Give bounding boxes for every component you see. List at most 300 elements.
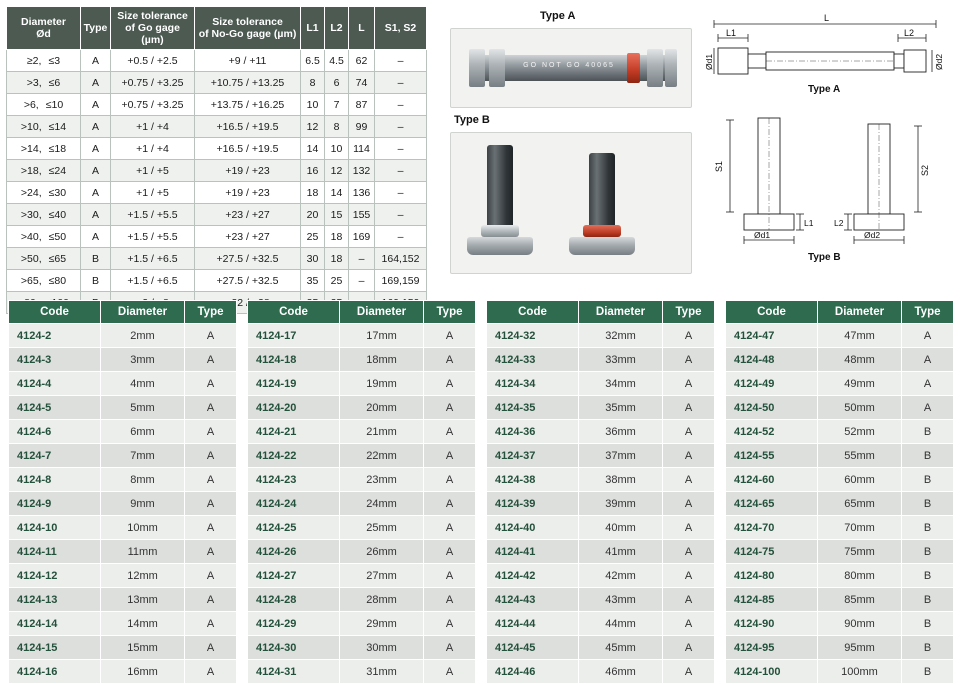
diameter-cell: 80mm [818, 564, 902, 588]
type-cell: B [902, 636, 954, 660]
spec-cell-l2: 15 [325, 204, 349, 226]
diameter-cell: 65mm [818, 492, 902, 516]
code-cell: 4124-47 [726, 324, 818, 348]
spec-cell-l: 74 [349, 72, 375, 94]
table-row [9, 660, 237, 684]
code-cell: 4124-34 [487, 372, 579, 396]
table-row [487, 444, 715, 468]
diameter-lower: >50, [20, 252, 42, 265]
table-row [248, 636, 476, 660]
code-col-diameter: Diameter [579, 301, 663, 324]
spec-cell-nogo: +16.5 / +19.5 [195, 138, 301, 160]
table-row [9, 468, 237, 492]
spec-cell-l1: 18 [301, 182, 325, 204]
table-row [726, 660, 954, 684]
spec-cell-l1: 6.5 [301, 50, 325, 72]
diameter-cell: 10mm [101, 516, 185, 540]
code-cell: 4124-20 [248, 396, 340, 420]
type-cell: A [185, 516, 237, 540]
diameter-upper: ≤40 [48, 208, 67, 221]
table-row [487, 564, 715, 588]
code-col-code: Code [726, 301, 818, 324]
code-cell: 4124-14 [9, 612, 101, 636]
code-cell: 4124-100 [726, 660, 818, 684]
table-row [7, 72, 427, 94]
type-cell: A [185, 444, 237, 468]
diameter-cell: 25mm [340, 516, 424, 540]
spec-cell-nogo: +9 / +11 [195, 50, 301, 72]
gauge-a-left-collar [489, 49, 505, 87]
table-row [487, 468, 715, 492]
gauge-b-right-red-collar [583, 225, 621, 237]
table-row [726, 420, 954, 444]
code-cell: 4124-36 [487, 420, 579, 444]
diameter-cell: 24mm [340, 492, 424, 516]
type-cell: A [424, 372, 476, 396]
spec-col-l: L [349, 7, 375, 50]
spec-cell-diameter [7, 270, 81, 292]
spec-cell-diameter [7, 116, 81, 138]
spec-cell-type: A [81, 204, 111, 226]
code-table-2 [247, 300, 476, 684]
type-cell: B [902, 660, 954, 684]
type-cell: A [663, 612, 715, 636]
diameter-upper: ≤14 [48, 120, 67, 133]
spec-cell-l2: 6 [325, 72, 349, 94]
spec-col-type: Type [81, 7, 111, 50]
diameter-cell: 21mm [340, 420, 424, 444]
svg-text:Ød1: Ød1 [754, 230, 771, 240]
spec-cell-l: 62 [349, 50, 375, 72]
diameter-cell: 47mm [818, 324, 902, 348]
table-row [248, 612, 476, 636]
gauge-b-right-base [569, 237, 635, 255]
type-cell: A [424, 516, 476, 540]
type-cell: A [424, 588, 476, 612]
type-cell: B [902, 564, 954, 588]
spec-cell-type: A [81, 50, 111, 72]
table-row [9, 612, 237, 636]
diameter-cell: 36mm [579, 420, 663, 444]
spec-col-nogo-tolerance [195, 7, 301, 50]
spec-cell-diameter [7, 50, 81, 72]
svg-text:Type A: Type A [808, 84, 841, 95]
type-cell: A [902, 324, 954, 348]
diameter-cell: 39mm [579, 492, 663, 516]
table-row [726, 324, 954, 348]
spec-cell-l2: 12 [325, 160, 349, 182]
diameter-upper: ≤3 [48, 54, 61, 67]
diameter-upper: ≤10 [45, 98, 64, 111]
code-col-code: Code [487, 301, 579, 324]
table-row [726, 468, 954, 492]
code-cell: 4124-42 [487, 564, 579, 588]
table-row [9, 444, 237, 468]
code-col-diameter: Diameter [101, 301, 185, 324]
diameter-cell: 38mm [579, 468, 663, 492]
diameter-cell: 42mm [579, 564, 663, 588]
code-cell: 4124-31 [248, 660, 340, 684]
spec-cell-l: – [349, 248, 375, 270]
diameter-cell: 22mm [340, 444, 424, 468]
code-cell: 4124-6 [9, 420, 101, 444]
code-cell: 4124-21 [248, 420, 340, 444]
spec-cell-type: A [81, 72, 111, 94]
spec-col-diameter-line1: Diameter [21, 16, 66, 29]
spec-cell-l1: 20 [301, 204, 325, 226]
spec-cell-l2: 7 [325, 94, 349, 116]
spec-cell-go: +0.5 / +2.5 [111, 50, 195, 72]
table-row [726, 516, 954, 540]
code-cell: 4124-29 [248, 612, 340, 636]
diameter-cell: 29mm [340, 612, 424, 636]
spec-cell-l2: 10 [325, 138, 349, 160]
diameter-cell: 34mm [579, 372, 663, 396]
spec-cell-l: – [349, 270, 375, 292]
spec-cell-s1s2: – [375, 72, 427, 94]
code-cell: 4124-26 [248, 540, 340, 564]
code-cell: 4124-38 [487, 468, 579, 492]
type-cell: A [185, 612, 237, 636]
code-header-row [9, 301, 237, 324]
diameter-upper: ≤80 [48, 274, 67, 287]
table-row [9, 516, 237, 540]
spec-cell-nogo: +16.5 / +19.5 [195, 116, 301, 138]
spec-cell-go: +1 / +4 [111, 138, 195, 160]
type-cell: B [902, 516, 954, 540]
table-row [726, 444, 954, 468]
type-cell: A [663, 444, 715, 468]
code-table-3 [486, 300, 715, 684]
diameter-cell: 23mm [340, 468, 424, 492]
diameter-upper: ≤24 [48, 164, 67, 177]
spec-cell-l2: 4.5 [325, 50, 349, 72]
table-row [7, 270, 427, 292]
type-cell: A [185, 324, 237, 348]
diameter-cell: 95mm [818, 636, 902, 660]
svg-text:L1: L1 [726, 28, 737, 38]
diameter-cell: 27mm [340, 564, 424, 588]
spec-cell-l: 169 [349, 226, 375, 248]
type-cell: A [902, 348, 954, 372]
type-cell: A [424, 492, 476, 516]
spec-col-s1s2: S1, S2 [375, 7, 427, 50]
diameter-lower: ≥2, [26, 54, 42, 67]
type-cell: A [424, 540, 476, 564]
spec-header-row [7, 7, 427, 50]
spec-cell-l: 155 [349, 204, 375, 226]
spec-cell-go: +0.75 / +3.25 [111, 94, 195, 116]
spec-cell-l1: 14 [301, 138, 325, 160]
code-cell: 4124-30 [248, 636, 340, 660]
spec-col-go-tolerance [111, 7, 195, 50]
diameter-lower: >65, [20, 274, 42, 287]
diameter-cell: 70mm [818, 516, 902, 540]
spec-cell-type: A [81, 160, 111, 182]
code-table-4 [725, 300, 954, 684]
diameter-cell: 4mm [101, 372, 185, 396]
table-row [248, 468, 476, 492]
diameter-cell: 85mm [818, 588, 902, 612]
spec-cell-l: 136 [349, 182, 375, 204]
spec-cell-s1s2: – [375, 94, 427, 116]
type-cell: A [185, 636, 237, 660]
diameter-cell: 43mm [579, 588, 663, 612]
table-row [726, 564, 954, 588]
spec-cell-l1: 35 [301, 270, 325, 292]
spec-cell-s1s2: – [375, 160, 427, 182]
code-cell: 4124-50 [726, 396, 818, 420]
svg-text:S1: S1 [714, 160, 724, 172]
diameter-cell: 52mm [818, 420, 902, 444]
table-row [248, 444, 476, 468]
type-cell: B [902, 420, 954, 444]
code-col-code: Code [248, 301, 340, 324]
type-cell: A [424, 396, 476, 420]
svg-text:L2: L2 [904, 28, 915, 38]
diameter-lower: >30, [20, 208, 42, 221]
diameter-upper: ≤18 [48, 142, 67, 155]
table-row [9, 564, 237, 588]
type-cell: A [185, 492, 237, 516]
diameter-cell: 6mm [101, 420, 185, 444]
table-row [487, 492, 715, 516]
type-cell: A [663, 516, 715, 540]
code-col-diameter: Diameter [818, 301, 902, 324]
spec-cell-l2: 18 [325, 248, 349, 270]
spec-col-nogo-line2: of No-Go gage (µm) [198, 28, 297, 41]
code-cell: 4124-11 [9, 540, 101, 564]
diameter-cell: 46mm [579, 660, 663, 684]
table-row [726, 492, 954, 516]
diameter-cell: 15mm [101, 636, 185, 660]
code-col-type: Type [663, 301, 715, 324]
code-cell: 4124-44 [487, 612, 579, 636]
code-cell: 4124-70 [726, 516, 818, 540]
spec-cell-l2: 14 [325, 182, 349, 204]
diameter-lower: >10, [20, 120, 42, 133]
type-cell: A [424, 324, 476, 348]
type-cell: A [663, 420, 715, 444]
diameter-upper: ≤30 [48, 186, 67, 199]
spec-cell-nogo: +23 / +27 [195, 204, 301, 226]
code-header-row [726, 301, 954, 324]
type-cell: A [185, 564, 237, 588]
table-row [9, 396, 237, 420]
table-row [7, 226, 427, 248]
spec-cell-nogo: +13.75 / +16.25 [195, 94, 301, 116]
diameter-lower: >6, [23, 98, 39, 111]
table-row [248, 564, 476, 588]
table-row [7, 50, 427, 72]
type-cell: A [663, 492, 715, 516]
code-cell: 4124-80 [726, 564, 818, 588]
code-cell: 4124-35 [487, 396, 579, 420]
type-cell: A [185, 396, 237, 420]
diameter-cell: 17mm [340, 324, 424, 348]
table-row [9, 372, 237, 396]
diameter-cell: 90mm [818, 612, 902, 636]
code-col-type: Type [185, 301, 237, 324]
type-cell: A [663, 564, 715, 588]
code-col-type: Type [902, 301, 954, 324]
table-row [7, 116, 427, 138]
type-cell: A [424, 564, 476, 588]
code-cell: 4124-40 [487, 516, 579, 540]
spec-cell-s1s2: – [375, 204, 427, 226]
diameter-cell: 8mm [101, 468, 185, 492]
diameter-lower: >14, [20, 142, 42, 155]
table-row [248, 348, 476, 372]
table-row [487, 420, 715, 444]
code-cell: 4124-49 [726, 372, 818, 396]
type-cell: A [424, 612, 476, 636]
table-row [487, 372, 715, 396]
table-row [7, 94, 427, 116]
table-row [7, 138, 427, 160]
diameter-cell: 40mm [579, 516, 663, 540]
spec-cell-nogo: +27.5 / +32.5 [195, 248, 301, 270]
diameter-cell: 16mm [101, 660, 185, 684]
spec-col-l2: L2 [325, 7, 349, 50]
diameter-upper: ≤50 [48, 230, 67, 243]
diameter-lower: >3, [26, 76, 42, 89]
table-row [248, 516, 476, 540]
gauge-a-right-sleeve [647, 49, 663, 87]
code-cell: 4124-9 [9, 492, 101, 516]
code-cell: 4124-95 [726, 636, 818, 660]
code-cell: 4124-4 [9, 372, 101, 396]
table-row [487, 348, 715, 372]
table-row [487, 540, 715, 564]
code-cell: 4124-13 [9, 588, 101, 612]
gauge-b-right-handle [589, 153, 615, 227]
code-cell: 4124-28 [248, 588, 340, 612]
type-cell: B [902, 612, 954, 636]
type-cell: A [663, 588, 715, 612]
spec-cell-go: +1 / +4 [111, 116, 195, 138]
code-cell: 4124-65 [726, 492, 818, 516]
code-cell: 4124-46 [487, 660, 579, 684]
code-cell: 4124-10 [9, 516, 101, 540]
spec-cell-type: B [81, 270, 111, 292]
spec-cell-s1s2: – [375, 138, 427, 160]
svg-text:S2: S2 [920, 164, 930, 176]
spec-cell-s1s2: – [375, 226, 427, 248]
code-cell: 4124-5 [9, 396, 101, 420]
spec-cell-l: 114 [349, 138, 375, 160]
diameter-cell: 26mm [340, 540, 424, 564]
spec-cell-l: 87 [349, 94, 375, 116]
type-cell: A [185, 540, 237, 564]
spec-col-nogo-line1: Size tolerance [212, 16, 283, 29]
spec-cell-s1s2: 164,152 [375, 248, 427, 270]
spec-cell-go: +1.5 / +5.5 [111, 204, 195, 226]
spec-cell-go: +1 / +5 [111, 182, 195, 204]
type-cell: A [663, 540, 715, 564]
code-cell: 4124-24 [248, 492, 340, 516]
code-cell: 4124-7 [9, 444, 101, 468]
code-cell: 4124-15 [9, 636, 101, 660]
spec-cell-l1: 30 [301, 248, 325, 270]
table-row [487, 588, 715, 612]
diameter-cell: 30mm [340, 636, 424, 660]
table-row [248, 588, 476, 612]
code-cell: 4124-43 [487, 588, 579, 612]
spec-cell-l: 99 [349, 116, 375, 138]
diameter-cell: 7mm [101, 444, 185, 468]
type-cell: B [902, 492, 954, 516]
spec-cell-l1: 25 [301, 226, 325, 248]
type-cell: B [902, 468, 954, 492]
type-cell: A [185, 420, 237, 444]
diameter-cell: 37mm [579, 444, 663, 468]
table-row [248, 324, 476, 348]
photo-b-label: Type B [454, 114, 490, 126]
table-row [9, 348, 237, 372]
type-cell: A [185, 588, 237, 612]
diameter-lower: >18, [20, 164, 42, 177]
spec-cell-go: +0.75 / +3.25 [111, 72, 195, 94]
code-cell: 4124-2 [9, 324, 101, 348]
table-row [248, 492, 476, 516]
gauge-b-left-base [467, 237, 533, 255]
type-cell: A [663, 348, 715, 372]
type-cell: A [424, 444, 476, 468]
diameter-cell: 49mm [818, 372, 902, 396]
code-col-type: Type [424, 301, 476, 324]
spec-cell-s1s2: – [375, 116, 427, 138]
table-row [248, 420, 476, 444]
code-cell: 4124-37 [487, 444, 579, 468]
type-cell: B [902, 540, 954, 564]
type-cell: A [424, 348, 476, 372]
table-row [487, 324, 715, 348]
spec-cell-nogo: +19 / +23 [195, 182, 301, 204]
code-cell: 4124-27 [248, 564, 340, 588]
spec-cell-type: A [81, 226, 111, 248]
type-a-technical-drawing [700, 12, 950, 112]
diameter-cell: 19mm [340, 372, 424, 396]
spec-col-diameter-line2: Ød [36, 28, 51, 41]
code-cell: 4124-25 [248, 516, 340, 540]
table-row [726, 612, 954, 636]
svg-text:Type B: Type B [808, 252, 841, 263]
type-cell: A [663, 372, 715, 396]
svg-text:L: L [824, 13, 830, 23]
type-cell: A [424, 468, 476, 492]
spec-cell-l2: 8 [325, 116, 349, 138]
spec-cell-nogo: +19 / +23 [195, 160, 301, 182]
spec-cell-l1: 12 [301, 116, 325, 138]
code-cell: 4124-23 [248, 468, 340, 492]
code-cell: 4124-48 [726, 348, 818, 372]
table-row [487, 612, 715, 636]
gauge-a-marking-text: GO NOT GO 40065 [523, 62, 615, 69]
specification-table-container [6, 6, 426, 314]
code-cell: 4124-19 [248, 372, 340, 396]
type-cell: B [902, 588, 954, 612]
type-cell: A [185, 468, 237, 492]
type-cell: A [663, 324, 715, 348]
spec-cell-type: A [81, 94, 111, 116]
table-row [726, 540, 954, 564]
code-col-diameter: Diameter [340, 301, 424, 324]
diameter-cell: 45mm [579, 636, 663, 660]
spec-cell-type: A [81, 182, 111, 204]
diameter-cell: 20mm [340, 396, 424, 420]
illustration-area [432, 6, 954, 278]
